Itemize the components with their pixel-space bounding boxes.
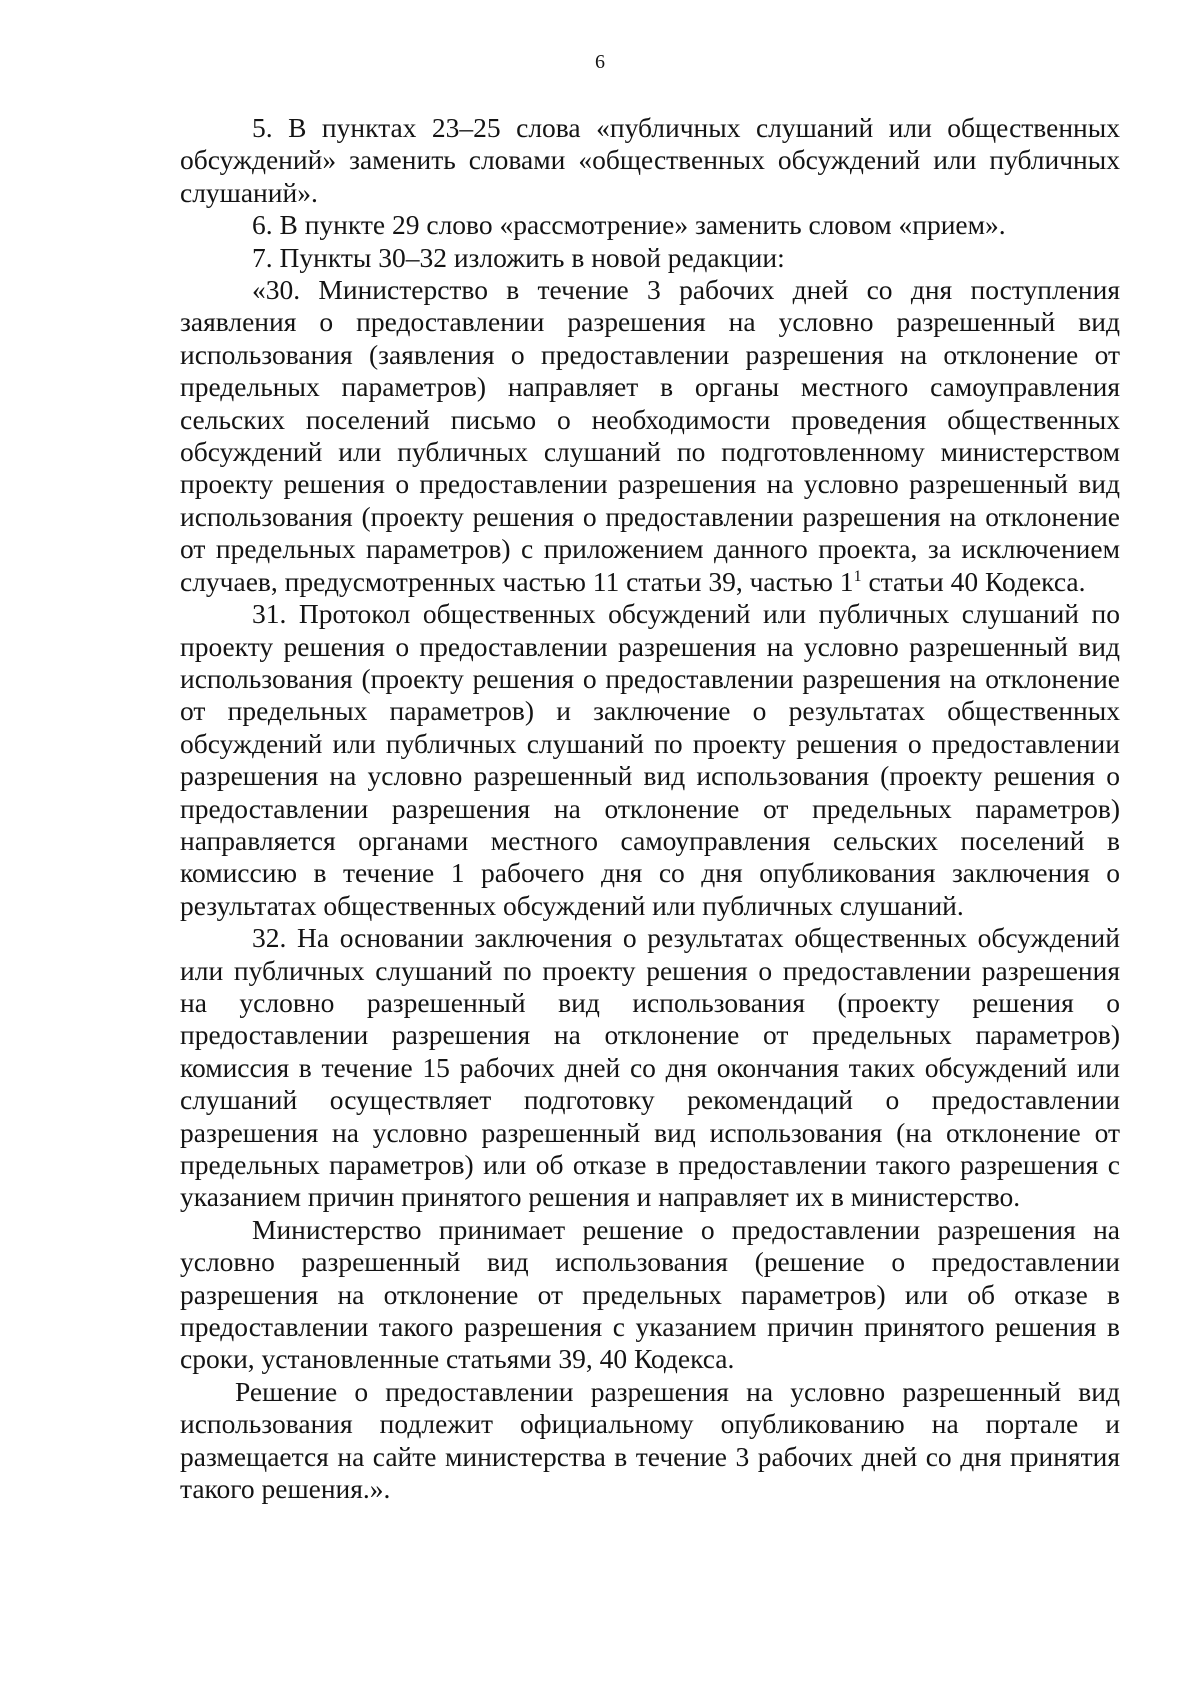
- paragraph-item-6: 6. В пункте 29 слово «рассмотрение» заменить словом «прием».: [252, 209, 1006, 241]
- paragraph-point-32: 32. На основании заключения о результатах общественных обсуждений или публичных слушаний по проекту решения о предоставлении разрешения на условно разрешенный вид использования (проекту решения о предоставлении разрешения на отклонение от предельных параметров) комиссия в течение 15 рабочих дней со дня окончания таких обсуждений или слушаний осуществляет подготовку рекомендаций о предоставлении разрешения на условно разрешенный вид использования (на отклонение от предельных параметров) или об отказе в предоставлении такого разрешения с указанием причин принятого решения и направляет их в министерство.: [180, 922, 1120, 1213]
- point-30-ending: статьи 40 Кодекса.: [861, 565, 1086, 597]
- paragraph-publication: Решение о предоставлении разрешения на условно разрешенный вид использования подлежит официальному опубликованию на портале и размещается на сайте министерства в течение 3 рабочих дней со дня принятия такого решения.».: [180, 1375, 1120, 1505]
- paragraph-ministry-decision: Министерство принимает решение о предоставлении разрешения на условно разрешенный вид использования (решение о предоставлении разрешения на отклонение от предельных параметров) или об отказе в предоставлении такого разрешения с указанием причин принятого решения в сроки, установленные статьями 39, 40 Кодекса.: [180, 1213, 1120, 1375]
- paragraph-point-30: [180, 274, 1120, 598]
- superscript-1: 1: [853, 567, 862, 585]
- point-30-text: «30. Министерство в течение 3 рабочих дней со дня поступления заявления о предоставлении разрешения на условно разрешенный вид использования (заявления о предоставлении разрешения на отклонение от предельных параметров) направляет в органы местного самоуправления сельских поселений письмо о необходимости проведения общественных обсуждений или публичных слушаний по подготовленному министерством проекту решения о предоставлении разрешения на условно разрешенный вид использования (проекту решения о предоставлении разрешения на отклонение от предельных параметров) с приложением данного проекта, за исключением случаев, предусмотренных частью 11 статьи 39, частью 1: [180, 274, 1120, 597]
- paragraph-point-31: 31. Протокол общественных обсуждений или публичных слушаний по проекту решения о предоставлении разрешения на условно разрешенный вид использования (проекту решения о предоставлении разрешения на отклонение от предельных параметров) и заключение о результатах общественных обсуждений или публичных слушаний по проекту решения о предоставлении разрешения на условно разрешенный вид использования (проекту решения о предоставлении разрешения на отклонение от предельных параметров) направляется органами местного самоуправления сельских поселений в комиссию в течение 1 рабочего дня со дня опубликования заключения о результатах общественных обсуждений или публичных слушаний.: [180, 598, 1120, 921]
- paragraph-item-5: 5. В пунктах 23–25 слова «публичных слушаний или общественных обсуждений» заменить словами «общественных обсуждений или публичных слушаний».: [180, 112, 1120, 208]
- document-body: [180, 112, 1120, 1505]
- paragraph-item-7: 7. Пункты 30–32 изложить в новой редакции:: [252, 241, 785, 273]
- page-number: 6: [595, 51, 605, 73]
